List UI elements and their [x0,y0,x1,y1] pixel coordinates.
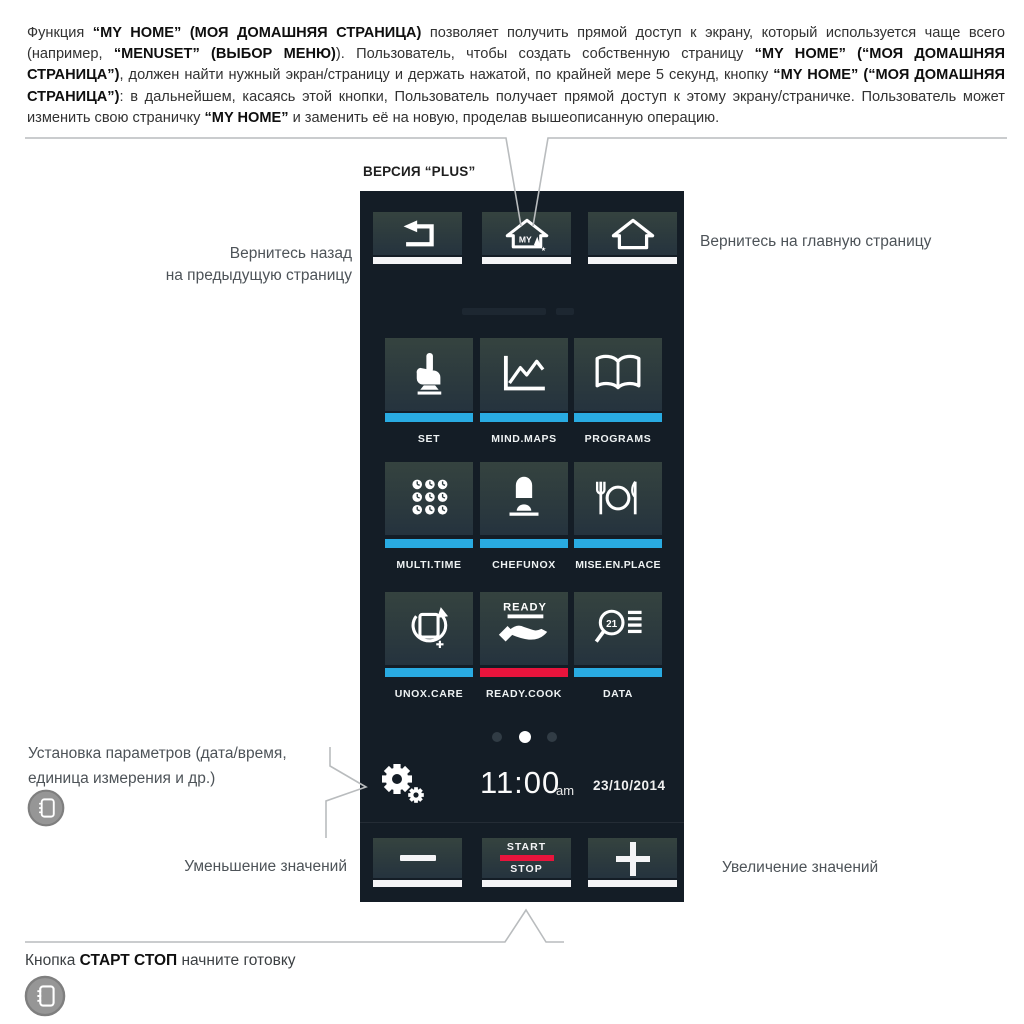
tile-unox-care[interactable] [385,592,473,665]
bottom-divider [360,822,684,823]
tile-mind-maps-label: MIND.MAPS [491,433,557,445]
intro-seg: позволяет получить прямой доступ к экрану, который используется чаще всего (например, [27,24,1005,62]
ready-text: READY [503,601,547,614]
tile-data[interactable] [574,592,662,665]
tile-set-label: SET [417,433,441,445]
start-stop-button[interactable] [482,838,571,878]
tile-mise-en-place[interactable] [574,462,662,535]
my-home-icon-label: MY [518,234,532,245]
date-display: 23/10/2014 [593,778,666,793]
tile-set[interactable] [385,338,473,411]
ghost-text [556,308,574,315]
tile-chefunox[interactable] [480,462,568,535]
plus-button-underline [588,880,677,887]
tile-multi-time[interactable] [385,462,473,535]
tile-multi-time-label: MULTI.TIME [396,559,462,571]
stop-label: STOP [510,863,543,875]
intro-paragraph [27,23,1005,130]
minus-button[interactable] [373,838,462,878]
annotation-settings-line1: Установка параметров (дата/время, [28,745,287,762]
refresh-square-icon [400,601,458,655]
annotation-startstop-suffix: начните готовку [177,952,296,969]
plate-cutlery-icon [589,472,647,524]
clock-time: 11:00 [480,765,561,800]
annotation-settings [28,741,287,791]
tile-set-bar [385,413,473,422]
annotation-startstop-bold: СТАРТ СТОП [79,952,178,969]
intro-seg-bold: “MENUSET” (ВЫБОР МЕНЮ) [113,46,336,62]
plus-button[interactable] [588,838,677,878]
annotation-settings-line2: единица измерения и др.) [28,770,216,787]
tile-ready-cook-bar [480,668,568,677]
pager-dot-active[interactable] [519,731,531,743]
search-digits: 21 [606,619,618,631]
back-button-underline [373,257,462,264]
annotation-startstop-prefix: Кнопка [25,952,80,969]
tile-ready-cook-label: READY.COOK [485,688,562,700]
tile-multi-time-bar [385,539,473,548]
intro-seg-bold: “MY HOME” (“МОЯ ДОМАШНЯЯ СТРАНИЦА”) [27,46,1006,84]
minus-icon [400,855,436,861]
tile-data-label: DATA [602,688,633,700]
intro-seg: и заменить её на новую, проделав вышеописанную операцию. [288,110,720,127]
tile-programs[interactable] [574,338,662,411]
annotation-startstop [25,950,296,972]
intro-seg: Функция [27,24,93,41]
tile-mind-maps[interactable] [480,338,568,411]
back-icon [390,217,446,251]
plus-icon [616,842,650,876]
start-stop-red-bar [500,855,554,861]
annotation-back-line1: Вернитесь назад [229,245,352,262]
start-stop-underline [482,880,571,887]
tile-data-bar [574,668,662,677]
annotation-home: Вернитесь на главную страницу [700,233,932,250]
tile-programs-bar [574,413,662,422]
book-icon [589,350,647,398]
star-icon: ★ [540,247,546,252]
multi-clocks-icon [400,472,458,524]
annotation-back [166,243,352,286]
ghost-text [462,308,546,315]
manual-note-icon [27,789,65,827]
tile-chefunox-label: CHEFUNOX [492,559,556,571]
home-icon [605,217,661,251]
start-label: START [506,841,547,853]
annotation-back-line2: на предыдущую страницу [165,266,352,284]
chef-icon [495,471,553,525]
intro-seg-bold: “MY HOME” (МОЯ ДОМАШНЯЯ СТРАНИЦА) [92,24,422,41]
tile-programs-label: PROGRAMS [584,433,652,445]
tile-unox-care-label: UNOX.CARE [394,688,464,700]
intro-seg: ). Пользователь, чтобы создать собственную страницу [335,46,755,62]
tile-mise-en-place-label: MISE.EN.PLACE [575,559,661,571]
pager-dot[interactable] [492,732,502,742]
intro-seg-bold: “MY HOME” [204,110,289,127]
touch-hand-icon [401,346,457,402]
tile-mind-maps-bar [480,413,568,422]
intro-seg: : в дальнейшем, касаясь этой кнопки, Пользователь получает прямой доступ к этому экрану/страничке. Пользователь может изменить свою страничку [27,88,1005,127]
tile-chefunox-bar [480,539,568,548]
version-label: ВЕРСИЯ “PLUS” [363,164,476,179]
pager-dot[interactable] [547,732,557,742]
tile-ready-cook[interactable] [480,592,568,665]
intro-seg-bold: “MY HOME” (“МОЯ ДОМАШНЯЯ СТРАНИЦА”) [27,67,1005,105]
home-button-underline [588,257,677,264]
my-home-icon [499,216,555,252]
manual-note-icon [24,975,66,1017]
search-data-icon [589,602,647,654]
clock-meridiem: am [556,783,575,798]
home-button[interactable] [588,212,677,255]
minus-button-underline [373,880,462,887]
intro-seg: , должен найти нужный экран/страницу и держать нажатой, по крайней мере 5 секунд, кнопку [119,67,774,84]
ready-hand-icon [493,598,555,656]
my-home-button-underline [482,257,571,264]
settings-gears-icon[interactable] [380,763,426,805]
annotation-increase: Увеличение значений [722,859,879,876]
back-button[interactable] [373,212,462,255]
chart-icon [495,349,553,399]
tile-unox-care-bar [385,668,473,677]
my-home-button[interactable] [482,212,571,255]
oven-control-panel [360,191,684,902]
annotation-decrease: Уменьшение значений [184,858,347,875]
tile-mise-en-place-bar [574,539,662,548]
